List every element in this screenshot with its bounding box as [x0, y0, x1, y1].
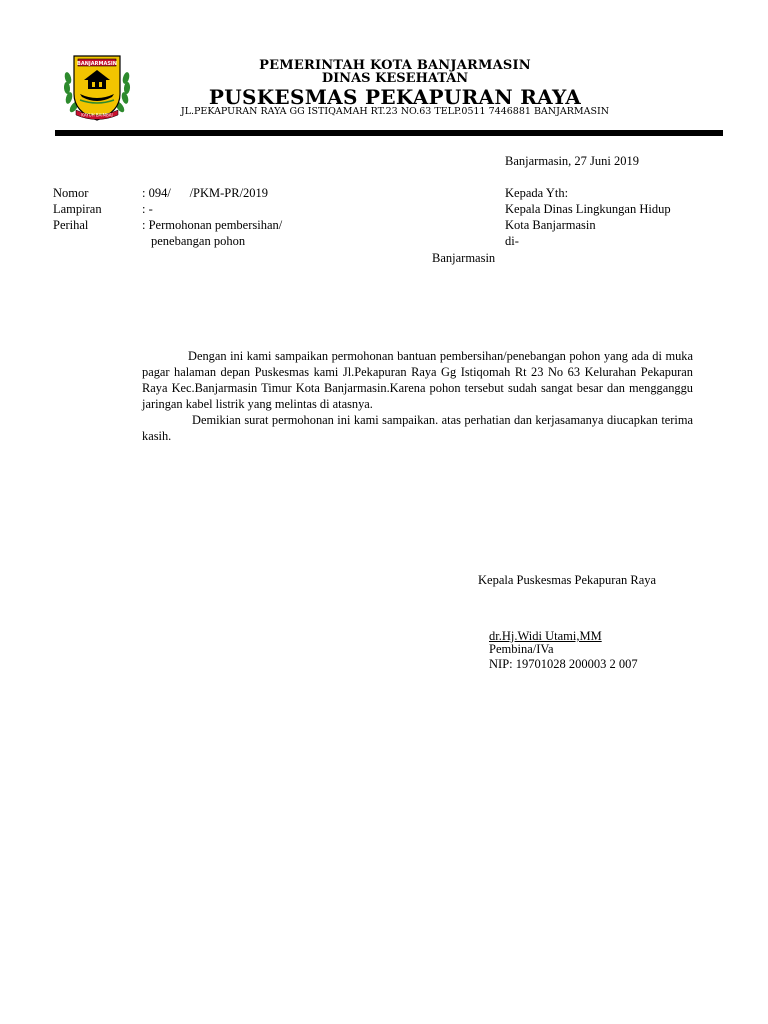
- letterhead-address: JL.PEKAPURAN RAYA GG ISTIQAMAH RT.23 NO.63 TELP.0511 7446881 BANJARMASIN: [180, 106, 610, 117]
- recipient-greeting: Kepada Yth:: [505, 186, 569, 200]
- nomor-value: : 094/ /PKM-PR/2019: [142, 186, 269, 200]
- letterhead-institution: PUSKESMAS PEKAPURAN RAYA: [208, 85, 582, 109]
- recipient-di: di-: [505, 234, 519, 248]
- signature-nip: NIP: 19701028 200003 2 007: [489, 657, 638, 671]
- signature-rank: Pembina/IVa: [489, 642, 554, 656]
- letterhead-government: PEMERINTAH KOTA BANJARMASIN: [259, 58, 531, 73]
- perihal-label: Perihal: [53, 218, 89, 232]
- recipient-city: Kota Banjarmasin: [505, 218, 596, 232]
- nomor-label: Nomor: [53, 186, 89, 200]
- recipient-location: Banjarmasin: [432, 251, 496, 265]
- letterhead-divider: [55, 130, 723, 136]
- perihal-value-line2: penebangan pohon: [151, 234, 246, 248]
- recipient-title: Kepala Dinas Lingkungan Hidup: [505, 202, 671, 216]
- letter-body: [142, 348, 693, 444]
- signature-title: Kepala Puskesmas Pekapuran Raya: [478, 573, 657, 587]
- perihal-value-line1: : Permohonan pembersihan/: [142, 218, 283, 232]
- lampiran-label: Lampiran: [53, 202, 102, 216]
- body-paragraph-2: Demikian surat permohonan ini kami sampaikan. atas perhatian dan kerjasamanya diucapkan terima kasih.: [142, 413, 693, 443]
- logo-bottom-text: KAYUH BAIMBAI: [81, 112, 113, 118]
- body-paragraph-1: Dengan ini kami sampaikan permohonan bantuan pembersihan/penebangan pohon yang ada di muka pagar halaman depan Puskesmas kami Jl.Pekapuran Raya Gg Istiqomah Rt 23 No 63 Kelurahan Pekapuran Raya Kec.Banjarmasin Timur Kota Banjarmasin.Karena pohon tersebut sudah sangat besar dan mengganggu jaringan kabel listrik yang melintas di atasnya.: [142, 349, 693, 411]
- letterhead-department: DINAS KESEHATAN: [321, 71, 469, 86]
- lampiran-value: : -: [142, 202, 153, 216]
- date-place: Banjarmasin, 27 Juni 2019: [505, 154, 640, 168]
- logo-top-text: BANJARMASIN: [77, 60, 117, 67]
- signature-name: dr.Hj.Widi Utami,MM: [489, 629, 602, 643]
